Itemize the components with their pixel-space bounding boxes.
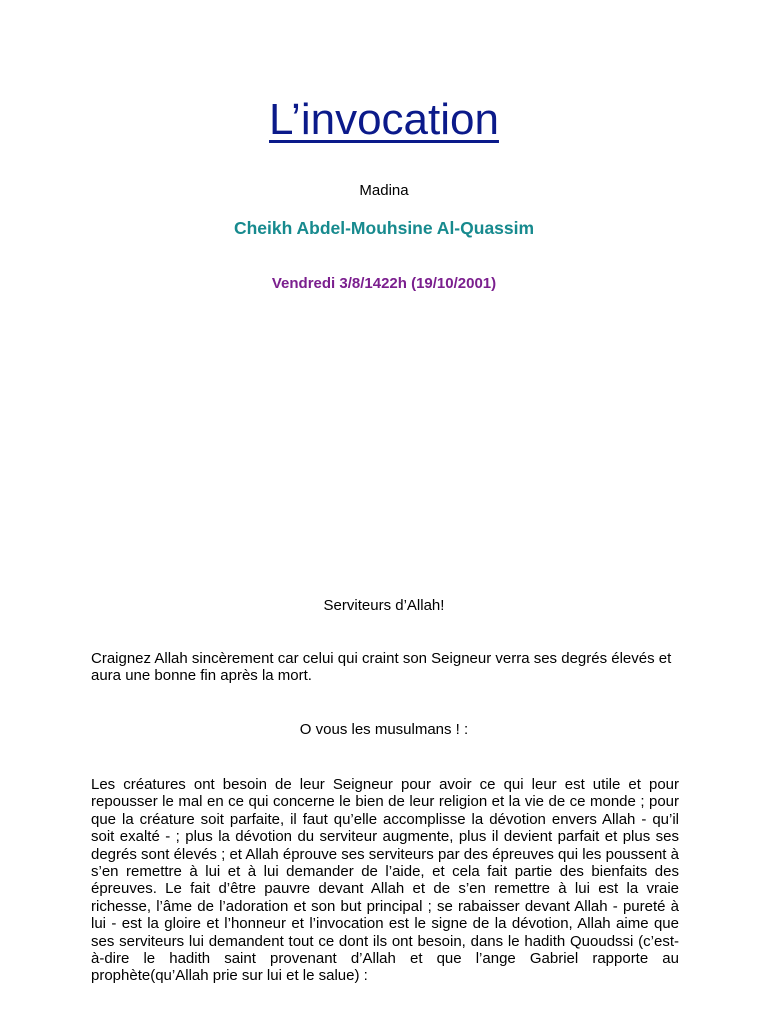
paragraph-1: Craignez Allah sincèrement car celui qui craint son Seigneur verra ses degrés élevés et aura une bonne fin après la mort. xyxy=(91,650,672,685)
author-name: Cheikh Abdel-Mouhsine Al-Quassim xyxy=(233,218,535,238)
salutation: Serviteurs d’Allah! xyxy=(323,597,445,614)
sermon-date: Vendredi 3/8/1422h (19/10/2001) xyxy=(271,275,497,292)
place-label: Madina xyxy=(359,182,409,199)
address-line: O vous les musulmans ! : xyxy=(299,721,469,738)
document-title: L’invocation xyxy=(269,95,499,144)
paragraph-2: Les créatures ont besoin de leur Seigneur pour avoir ce qui leur est utile et pour repousser le mal en ce qui concerne le bien de leur religion et la vie de ce monde ; pour que la créature soit parfaite, il faut qu’elle accomplisse la dévotion envers Allah - qu’il soit exalté - ; plus la dévotion du serviteur augmente, plus il devient parfait et plus ses degrés sont élevés ; et Allah éprouve ses serviteurs par des épreuves qui les poussent à s’en remettre à lui et à lui demander de l’aide, et cela fait partie des bienfaits des épreuves. Le fait d’être pauvre devant Allah et de s’en remettre à lui est la vraie richesse, l’âme de l’adoration et son but principal ; se rabaisser devant Allah - pureté à lui - est la gloire et l’honneur et l’invocation est le signe de la dévotion, Allah aime que ses serviteurs lui demandent tout ce dont ils ont besoin, dans le hadith Quoudssi (c’est-à-dire le hadith saint provenant d’Allah et que l’ange Gabriel rapporte au prophète(qu’Allah prie sur lui et le salue) : xyxy=(91,776,679,985)
